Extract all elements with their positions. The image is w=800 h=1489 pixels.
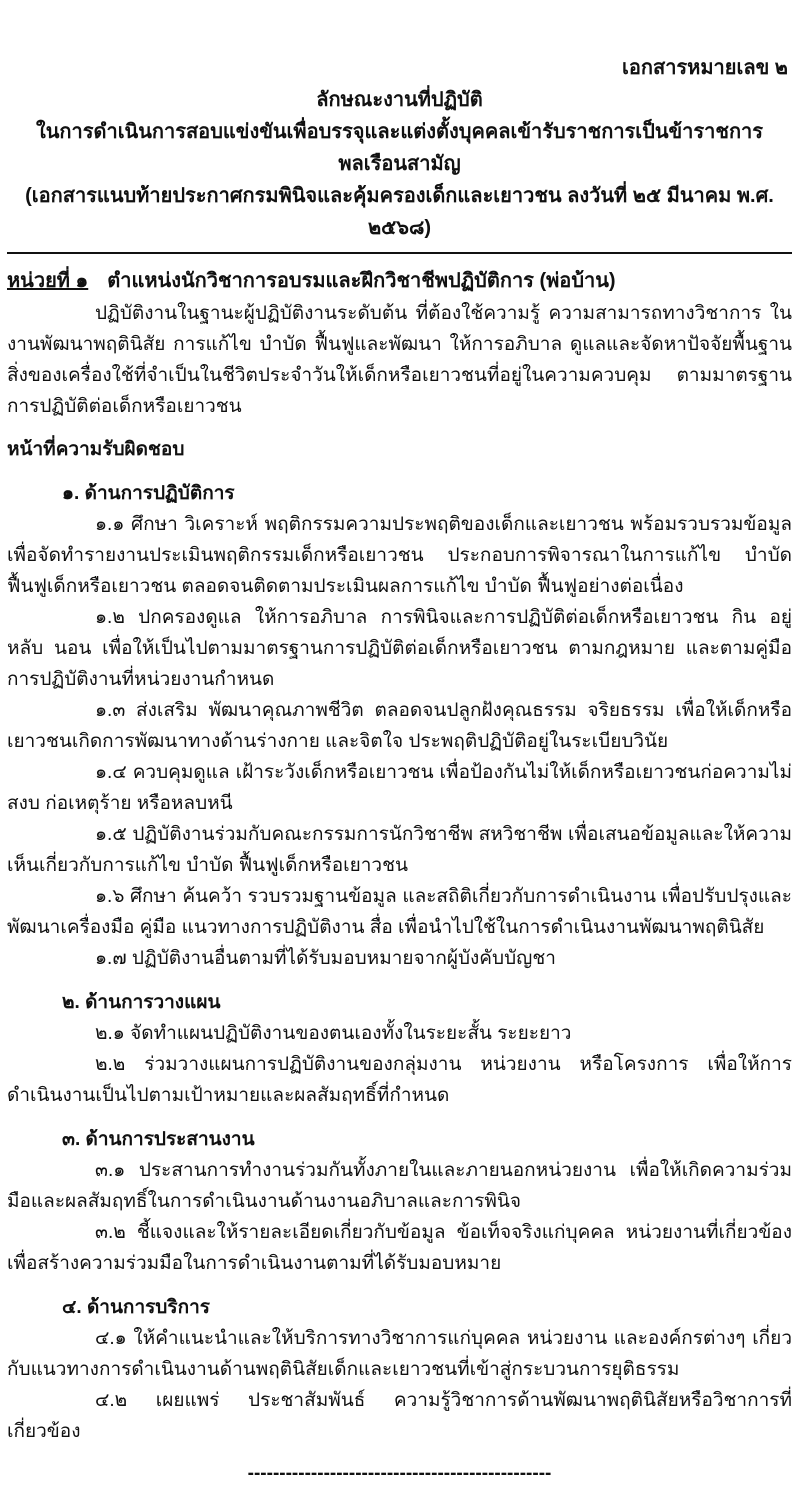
doc-title-line2: ในการดำเนินการสอบแข่งขันเพื่อบรรจุและแต่งตั้งบุคคลเข้ารับราชการเป็นข้าราชการพลเรือนสามัญ	[35, 121, 764, 175]
duty-section-2-title: ๒. ด้านการวางแผน	[62, 992, 221, 1013]
duty-item-3-2: ๓.๒ ชี้แจงและให้รายละเอียดเกี่ยวกับข้อมูล ข้อเท็จจริงแก่บุคคล หน่วยงานที่เกี่ยวข้อง เพื่อสร้างความร่วมมือในการดำเนินงานตามที่ได้รับมอบหมาย	[7, 1222, 792, 1274]
end-divider: ------------------------------------------------	[247, 1463, 552, 1484]
doc-number: เอกสารหมายเลข ๒	[622, 57, 788, 79]
duty-section-1-title: ๑. ด้านการปฏิบัติการ	[62, 483, 235, 504]
duty-item-2-1: ๒.๑ จัดทำแผนปฏิบัติงานของตนเองทั้งในระยะสั้น ระยะยาว	[95, 1023, 572, 1044]
doc-title-line3: (เอกสารแนบท้ายประกาศกรมพินิจและคุ้มครองเด็กและเยาวชน ลงวันที่ ๒๕ มีนาคม พ.ศ. ๒๕๖๘)	[25, 185, 774, 239]
duty-section-4	[7, 1292, 792, 1447]
unit-position-title: ตำแหน่งนักวิชาการอบรมและฝึกวิชาชีพปฏิบัติการ (พ่อบ้าน)	[107, 270, 616, 292]
duty-section-3	[7, 1124, 792, 1279]
duty-item-1-2: ๑.๒ ปกครองดูแล ให้การอภิบาล การพินิจและการปฏิบัติต่อเด็กหรือเยาวชน กิน อยู่ หลับ นอน เพื่อให้เป็นไปตามมาตรฐานการปฏิบัติต่อเด็กหรือเยาวชน ตามกฎหมาย และตามคู่มือการปฏิบัติงานที่หน่วยงานกำหนด	[7, 607, 792, 690]
unit-intro-paragraph: ปฏิบัติงานในฐานะผู้ปฏิบัติงานระดับต้น ที่ต้องใช้ความรู้ ความสามารถทางวิชาการ ในงานพัฒนาพฤตินิสัย การแก้ไข บำบัด ฟื้นฟูและพัฒนา ให้การอภิบาล ดูแลและจัดหาปัจจัยพื้นฐาน สิ่งของเครื่องใช้ที่จำเป็นในชีวิตประจำวันให้เด็กหรือเยาวชนที่อยู่ในความควบคุม ตามมาตรฐานการปฏิบัติต่อเด็กหรือเยาวชน	[7, 303, 792, 417]
duty-item-3-1: ๓.๑ ประสานการทำงานร่วมกันทั้งภายในและภายนอกหน่วยงาน เพื่อให้เกิดความร่วมมือและผลสัมฤทธิ์ในการดำเนินงานด้านงานอภิบาลและการพินิจ	[7, 1160, 792, 1212]
duty-item-1-4: ๑.๔ ควบคุมดูแล เฝ้าระวังเด็กหรือเยาวชน เพื่อป้องกันไม่ให้เด็กหรือเยาวชนก่อความไม่สงบ ก่อเหตุร้าย หรือหลบหนี	[7, 762, 792, 814]
duty-item-1-6: ๑.๖ ศึกษา ค้นคว้า รวบรวมฐานข้อมูล และสถิติเกี่ยวกับการดำเนินงาน เพื่อปรับปรุงและพัฒนาเครื่องมือ คู่มือ แนวทางการปฏิบัติงาน สื่อ เพื่อนำไปใช้ในการดำเนินงานพัฒนาพฤตินิสัย	[7, 886, 792, 938]
unit-number-label: หน่วยที่ ๑	[7, 270, 89, 292]
duty-item-1-3: ๑.๓ ส่งเสริม พัฒนาคุณภาพชีวิต ตลอดจนปลูกฝังคุณธรรม จริยธรรม เพื่อให้เด็กหรือเยาวชนเกิดการพัฒนาทางด้านร่างกาย และจิตใจ ประพฤติปฏิบัติอยู่ในระเบียบวินัย	[7, 700, 792, 752]
duty-item-1-1: ๑.๑ ศึกษา วิเคราะห์ พฤติกรรมความประพฤติของเด็กและเยาวชน พร้อมรวบรวมข้อมูล เพื่อจัดทำรายงานประเมินพฤติกรรมเด็กหรือเยาวชน ประกอบการพิจารณาในการแก้ไข บำบัด ฟื้นฟูเด็กหรือเยาวชน ตลอดจนติดตามประเมินผลการแก้ไข บำบัด ฟื้นฟูอย่างต่อเนื่อง	[7, 514, 792, 597]
duty-section-2	[7, 987, 792, 1111]
duty-section-1	[7, 478, 792, 974]
duty-item-4-2: ๔.๒ เผยแพร่ ประชาสัมพันธ์ ความรู้วิชาการด้านพัฒนาพฤตินิสัยหรือวิชาการที่เกี่ยวข้อง	[7, 1390, 792, 1442]
doc-title-line1: ลักษณะงานที่ปฏิบัติ	[316, 89, 483, 111]
duty-item-1-7: ๑.๗ ปฏิบัติงานอื่นตามที่ได้รับมอบหมายจากผู้บังคับบัญชา	[95, 948, 556, 969]
unit-heading-row	[7, 265, 792, 297]
duty-item-1-5: ๑.๕ ปฏิบัติงานร่วมกับคณะกรรมการนักวิชาชีพ สหวิชาชีพ เพื่อเสนอข้อมูลและให้ความเห็นเกี่ยวกับการแก้ไข บำบัด ฟื้นฟูเด็กหรือเยาวชน	[7, 824, 792, 876]
duty-item-4-1: ๔.๑ ให้คำแนะนำและให้บริการทางวิชาการแก่บุคคล หน่วยงาน และองค์กรต่างๆ เกี่ยวกับแนวทางการดำเนินงานด้านพฤตินิสัยเด็กและเยาวชนที่เข้าสู่กระบวนการยุติธรรม	[7, 1328, 792, 1380]
duty-section-4-title: ๔. ด้านการบริการ	[62, 1297, 210, 1318]
duty-item-2-2: ๒.๒ ร่วมวางแผนการปฏิบัติงานของกลุ่มงาน หน่วยงาน หรือโครงการ เพื่อให้การดำเนินงานเป็นไปตามเป้าหมายและผลสัมฤทธิ์ที่กำหนด	[7, 1054, 792, 1106]
header-rule	[7, 252, 792, 254]
duties-heading: หน้าที่ความรับผิดชอบ	[7, 439, 185, 460]
duty-section-3-title: ๓. ด้านการประสานงาน	[62, 1129, 255, 1150]
